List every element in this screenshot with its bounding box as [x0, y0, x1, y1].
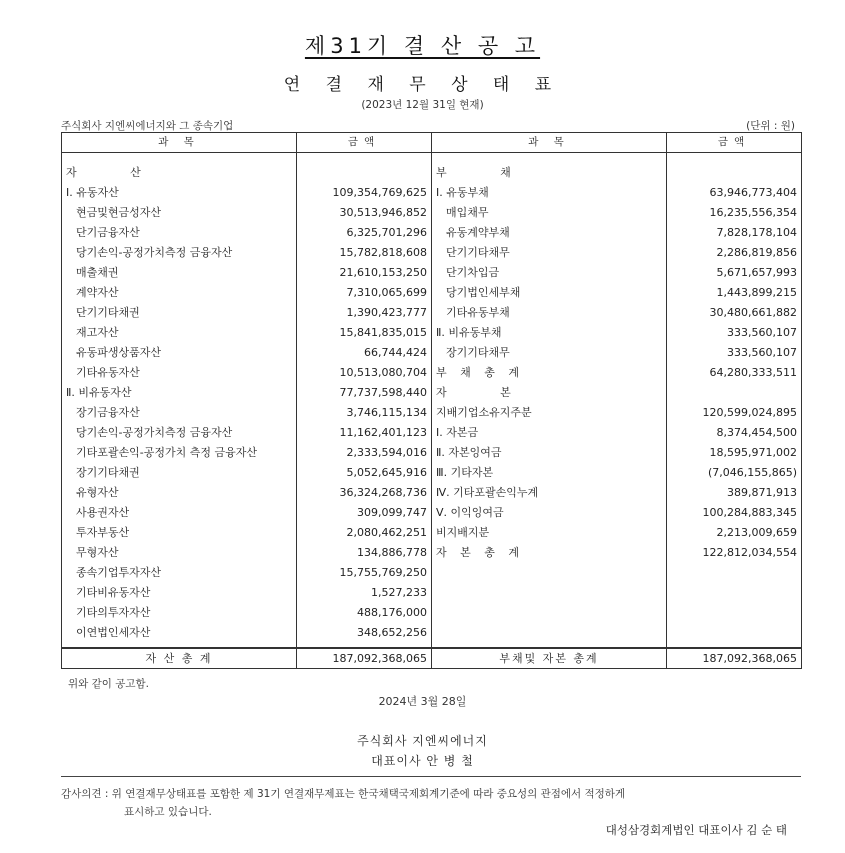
total-liab-equity-amount: 187,092,368,065	[667, 648, 802, 669]
right-account-cell: Ⅴ. 이익잉여금	[432, 503, 667, 523]
unit-label: (단위 : 원)	[746, 120, 795, 132]
left-amount-cell: 109,354,769,625	[297, 183, 432, 203]
table-body	[62, 153, 802, 669]
balance-sheet-table	[61, 132, 802, 669]
table-row	[62, 323, 802, 343]
table-row	[62, 483, 802, 503]
right-account-cell: 자 본	[432, 383, 667, 403]
right-account-cell: 장기기타채무	[432, 343, 667, 363]
right-account-cell: 단기차입금	[432, 263, 667, 283]
table-row	[62, 283, 802, 303]
left-account-cell: 매출채권	[62, 263, 297, 283]
right-account-cell: Ⅱ. 자본잉여금	[432, 443, 667, 463]
right-amount-cell	[667, 623, 802, 643]
left-account-cell: 장기금융자산	[62, 403, 297, 423]
left-account-cell: 당기손익-공정가치측정 금융자산	[62, 423, 297, 443]
right-account-cell	[432, 583, 667, 603]
spacer-row	[62, 153, 802, 164]
left-amount-cell: 6,325,701,296	[297, 223, 432, 243]
left-amount-cell: 1,390,423,777	[297, 303, 432, 323]
table-row	[62, 403, 802, 423]
right-account-cell	[432, 563, 667, 583]
left-account-cell: 단기금융자산	[62, 223, 297, 243]
left-amount-cell: 488,176,000	[297, 603, 432, 623]
left-account-cell: 사용권자산	[62, 503, 297, 523]
table-row	[62, 163, 802, 183]
right-amount-cell: 18,595,971,002	[667, 443, 802, 463]
left-amount-cell: 66,744,424	[297, 343, 432, 363]
right-amount-cell: 64,280,333,511	[667, 363, 802, 383]
right-account-cell: 비지배지분	[432, 523, 667, 543]
table-row	[62, 503, 802, 523]
left-account-cell: 자 산	[62, 163, 297, 183]
left-account-cell: 현금및현금성자산	[62, 203, 297, 223]
right-amount-cell	[667, 563, 802, 583]
left-account-cell: 계약자산	[62, 283, 297, 303]
left-account-cell: 투자부동산	[62, 523, 297, 543]
left-amount-cell: 36,324,268,736	[297, 483, 432, 503]
totals-row	[62, 648, 802, 669]
left-amount-cell: 15,755,769,250	[297, 563, 432, 583]
left-amount-cell: 309,099,747	[297, 503, 432, 523]
total-assets-amount: 187,092,368,065	[297, 648, 432, 669]
right-amount-cell	[667, 603, 802, 623]
left-account-cell: 재고자산	[62, 323, 297, 343]
right-account-cell: Ⅰ. 자본금	[432, 423, 667, 443]
signature-company: 주식회사 지엔씨에너지	[357, 734, 488, 748]
right-amount-cell: 389,871,913	[667, 483, 802, 503]
right-account-cell: 단기기타채무	[432, 243, 667, 263]
left-account-cell: Ⅱ. 비유동자산	[62, 383, 297, 403]
right-account-cell: 부 채	[432, 163, 667, 183]
right-account-cell: 당기법인세부채	[432, 283, 667, 303]
closing-statement: 위와 같이 공고함.	[68, 678, 150, 690]
right-account-cell	[432, 603, 667, 623]
right-amount-cell: 63,946,773,404	[667, 183, 802, 203]
left-account-cell: 기타비유동자산	[62, 583, 297, 603]
left-amount-cell: 21,610,153,250	[297, 263, 432, 283]
col-header-left-account: 과 목	[62, 133, 297, 153]
table-row	[62, 303, 802, 323]
left-amount-cell: 134,886,778	[297, 543, 432, 563]
left-account-cell: 무형자산	[62, 543, 297, 563]
left-amount-cell	[297, 163, 432, 183]
left-account-cell: 당기손익-공정가치측정 금융자산	[62, 243, 297, 263]
right-account-cell	[432, 623, 667, 643]
table-row	[62, 623, 802, 643]
right-account-cell: Ⅳ. 기타포괄손익누계	[432, 483, 667, 503]
right-account-cell: 자 본 총 계	[432, 543, 667, 563]
left-account-cell: 유형자산	[62, 483, 297, 503]
right-account-cell: Ⅱ. 비유동부채	[432, 323, 667, 343]
right-amount-cell: 120,599,024,895	[667, 403, 802, 423]
notice-title: 제31기 결 산 공 고	[304, 34, 541, 58]
right-amount-cell: 8,374,454,500	[667, 423, 802, 443]
right-amount-cell: 2,286,819,856	[667, 243, 802, 263]
right-amount-cell: 2,213,009,659	[667, 523, 802, 543]
left-amount-cell: 2,333,594,016	[297, 443, 432, 463]
col-header-right-account: 과 목	[432, 133, 667, 153]
table-row	[62, 523, 802, 543]
table-row	[62, 443, 802, 463]
right-account-cell: 지배기업소유지주분	[432, 403, 667, 423]
table-row	[62, 343, 802, 363]
statement-title: 연 결 재 무 상 태 표	[283, 75, 562, 95]
right-amount-cell: 30,480,661,882	[667, 303, 802, 323]
table-row	[62, 383, 802, 403]
divider	[61, 776, 801, 777]
right-account-cell: Ⅰ. 유동부채	[432, 183, 667, 203]
table-row	[62, 223, 802, 243]
auditor-signature: 대성삼경회계법인 대표이사 김 순 태	[605, 823, 787, 837]
right-amount-cell: 7,828,178,104	[667, 223, 802, 243]
right-amount-cell: 122,812,034,554	[667, 543, 802, 563]
left-amount-cell: 2,080,462,251	[297, 523, 432, 543]
left-amount-cell: 15,841,835,015	[297, 323, 432, 343]
table-row	[62, 563, 802, 583]
left-amount-cell: 1,527,233	[297, 583, 432, 603]
table-row	[62, 583, 802, 603]
left-account-cell: Ⅰ. 유동자산	[62, 183, 297, 203]
col-header-right-amount: 금액	[667, 133, 802, 153]
table-row	[62, 243, 802, 263]
left-account-cell: 종속기업투자자산	[62, 563, 297, 583]
announce-date: 2024년 3월 28일	[378, 695, 467, 708]
table-row	[62, 463, 802, 483]
right-account-cell: Ⅲ. 기타자본	[432, 463, 667, 483]
table-row	[62, 543, 802, 563]
right-account-cell: 기타유동부채	[432, 303, 667, 323]
right-amount-cell: 100,284,883,345	[667, 503, 802, 523]
company-line: 주식회사 지엔씨에너지와 그 종속기업	[61, 120, 234, 132]
left-account-cell: 단기기타채권	[62, 303, 297, 323]
total-liab-equity-label: 부채및 자본 총계	[432, 648, 667, 669]
audit-opinion-line-1: 감사의견 : 위 연결재무상태표를 포함한 제 31기 연결재무제표는 한국채택국제회계기준에 따라 중요성의 관점에서 적정하게	[61, 788, 626, 800]
left-amount-cell: 3,746,115,134	[297, 403, 432, 423]
left-account-cell: 이연법인세자산	[62, 623, 297, 643]
right-amount-cell	[667, 583, 802, 603]
table-row	[62, 183, 802, 203]
table-row	[62, 363, 802, 383]
right-amount-cell	[667, 163, 802, 183]
table-row	[62, 203, 802, 223]
col-header-left-amount: 금액	[297, 133, 432, 153]
table-row	[62, 263, 802, 283]
left-account-cell: 장기기타채권	[62, 463, 297, 483]
right-amount-cell: 5,671,657,993	[667, 263, 802, 283]
right-amount-cell: 16,235,556,354	[667, 203, 802, 223]
audit-opinion-line-2: 표시하고 있습니다.	[124, 806, 212, 818]
right-account-cell: 매입채무	[432, 203, 667, 223]
table-row	[62, 423, 802, 443]
left-amount-cell: 348,652,256	[297, 623, 432, 643]
left-amount-cell: 5,052,645,916	[297, 463, 432, 483]
right-account-cell: 부 채 총 계	[432, 363, 667, 383]
left-amount-cell: 77,737,598,440	[297, 383, 432, 403]
left-account-cell: 기타포괄손익-공정가치 측정 금융자산	[62, 443, 297, 463]
left-account-cell: 기타의투자자산	[62, 603, 297, 623]
right-amount-cell: (7,046,155,865)	[667, 463, 802, 483]
left-amount-cell: 10,513,080,704	[297, 363, 432, 383]
left-amount-cell: 30,513,946,852	[297, 203, 432, 223]
total-assets-label: 자 산 총 계	[62, 648, 297, 669]
table-row	[62, 603, 802, 623]
right-account-cell: 유동계약부채	[432, 223, 667, 243]
right-amount-cell	[667, 383, 802, 403]
signature-ceo: 대표이사 안 병 철	[371, 754, 474, 768]
table-header-row	[62, 133, 802, 153]
statement-date: (2023년 12월 31일 현재)	[361, 99, 484, 111]
left-amount-cell: 7,310,065,699	[297, 283, 432, 303]
right-amount-cell: 1,443,899,215	[667, 283, 802, 303]
right-amount-cell: 333,560,107	[667, 323, 802, 343]
left-amount-cell: 11,162,401,123	[297, 423, 432, 443]
right-amount-cell: 333,560,107	[667, 343, 802, 363]
left-amount-cell: 15,782,818,608	[297, 243, 432, 263]
left-account-cell: 기타유동자산	[62, 363, 297, 383]
left-account-cell: 유동파생상품자산	[62, 343, 297, 363]
